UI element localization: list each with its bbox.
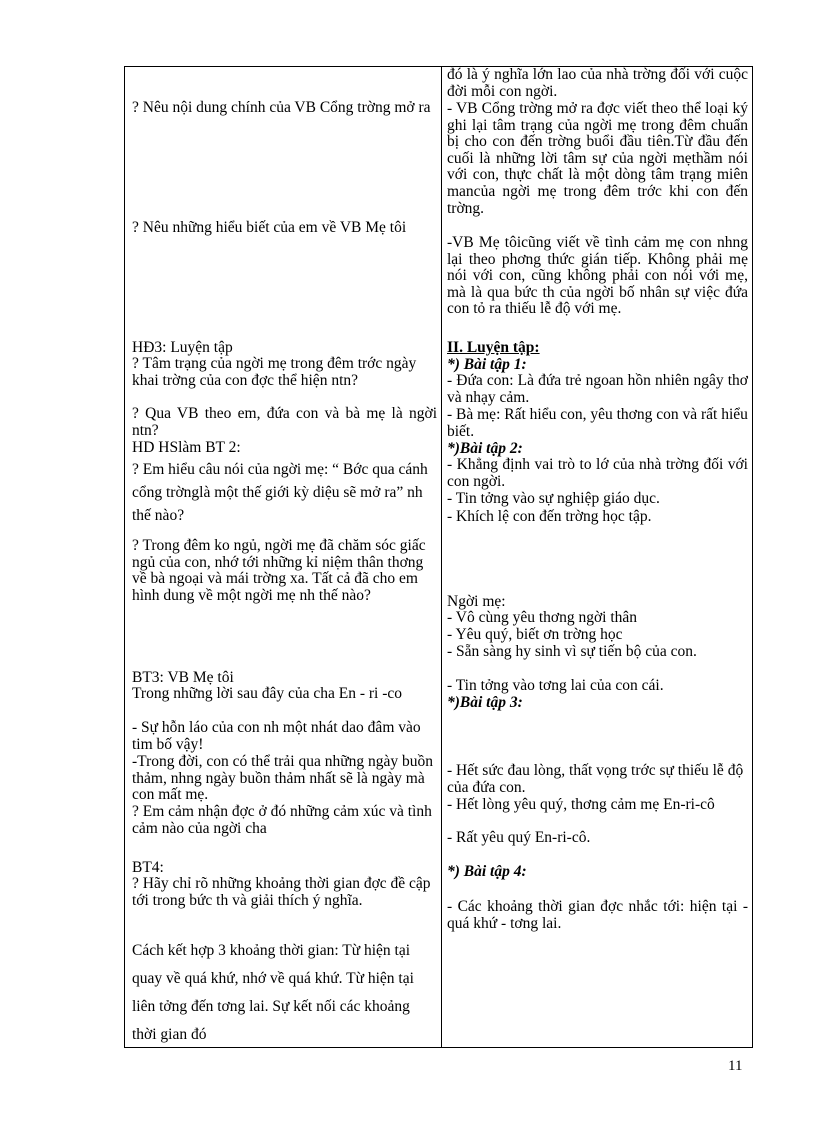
right-column — [447, 0, 748, 1048]
bt2-title: *)Bài tập 2: — [447, 440, 523, 457]
bt2-guide: HD HSlàm BT 2: — [132, 439, 241, 456]
bt3-quote-2: -Trong đời, con có thể trải qua những ngày buồn thảm, nhng ngày buồn thảm nhất sẽ là ngày mà con mất mẹ. — [132, 753, 434, 804]
answer-me-toi: -VB Mẹ tôicũng viết về tình cảm mẹ con nhng lại theo phơng thức gián tiếp. Không phải mẹ nói với con, cũng không phải con nói với mẹ, mà là qua bức th của ngời bố nhân sự việc đứa con tỏ ra thiếu lễ độ với mẹ. — [447, 234, 748, 318]
answer-cong-truong: - VB Cổng trờng mở ra đợc viết theo thể loại ký ghi lại tâm trạng của ngời mẹ trong đêm chuẩn bị cho con đến trờng buổi đầu tiên.Từ đầu đến cuối là những lời tâm sự của ngời mẹthầm nói với con, thực chất là một dòng tâm trạng miên mancủa ngời mẹ trong đêm trớc khi con đến trờng. — [447, 100, 748, 217]
bt1-title: *) Bài tập 1: — [447, 356, 527, 373]
bt3-intro: Trong những lời sau đây của cha En - ri -co — [132, 685, 402, 702]
question-cong-truong: ? Nêu nội dung chính của VB Cổng trờng mở ra — [132, 99, 431, 116]
bt2-answer-3: - Khích lệ con đến trờng học tập. — [447, 508, 652, 525]
bt4-answer: - Các khoảng thời gian đợc nhắc tới: hiện tại - quá khứ - tơng lai. — [447, 898, 748, 932]
hd3-question-2: ? Qua VB theo em, đứa con và bà mẹ là ngời ntn? — [132, 405, 437, 439]
question-me-toi: ? Nêu những hiểu biết của em về VB Mẹ tôi — [132, 219, 407, 236]
answer-meaning: đó là ý nghĩa lớn lao của nhà trờng đối với cuộc đời mỗi con ngời. — [447, 66, 748, 100]
bt3-answer-title: *)Bài tập 3: — [447, 694, 523, 711]
bt3-answer-1: - Hết sức đau lòng, thất vọng trớc sự thiếu lễ độ của đứa con. — [447, 762, 744, 796]
bt3-question: ? Em cảm nhận đợc ở đó những cảm xúc và tình cảm nào của ngời cha — [132, 803, 432, 837]
hd3-question-1: ? Tâm trạng của ngời mẹ trong đêm trớc ngày khai trờng của con đợc thể hiện ntn? — [132, 355, 417, 389]
bt3-title: BT3: VB Mẹ tôi — [132, 669, 234, 686]
bt3-quote-1: - Sự hỗn láo của con nh một nhát dao đâm vào tim bố vậy! — [132, 719, 421, 753]
page-number: 11 — [728, 1058, 743, 1074]
mother-answer-2: - Yêu quý, biết ơn trờng học — [447, 626, 623, 643]
column-divider — [441, 66, 442, 1048]
bt1-answer-child: - Đứa con: Là đứa trẻ ngoan hồn nhiên ngây thơ và nhạy cảm. — [447, 372, 748, 406]
bt1-answer-mother: - Bà mẹ: Rất hiểu con, yêu thơng con và rất hiểu biết. — [447, 406, 748, 440]
night-question: ? Trong đêm ko ngủ, ngời mẹ đã chăm sóc giấc ngủ của con, nhớ tới những kỉ niệm thân thơng về bà ngoại và mái trờng xa. Tất cả đã cho em hình dung về một ngời mẹ nh thế nào? — [132, 537, 426, 604]
bt2-answer-2: - Tin tởng vào sự nghiệp giáo dục. — [447, 490, 660, 507]
section-luyen-tap: II. Luyện tập: — [447, 339, 540, 356]
bt3-answer-2: - Hết lòng yêu quý, thơng cảm mẹ En-ri-cô — [447, 796, 715, 813]
bt2-question: ? Em hiểu câu nói của ngời mẹ: “ Bớc qua cánh cổng trờnglà một thế giới kỳ diệu sẽ mở ra” nh thế nào? — [132, 461, 428, 524]
mother-answer-1: - Vô cùng yêu thơng ngời thân — [447, 609, 638, 626]
left-column — [132, 0, 437, 1048]
mother-answer-4: - Tin tởng vào tơng lai của con cái. — [447, 677, 664, 694]
mother-title: Ngời mẹ: — [447, 593, 506, 610]
hd3-title: HĐ3: Luyện tập — [132, 339, 233, 356]
bt4-question: ? Hãy chỉ rõ những khoảng thời gian đợc đề cập tới trong bức th và giải thích ý nghĩa. — [132, 875, 431, 909]
bt3-answer-3: - Rất yêu quý En-ri-cô. — [447, 829, 591, 846]
bt4-combination: Cách kết hợp 3 khoảng thời gian: Từ hiện tại quay về quá khứ, nhớ về quá khứ. Từ hiện tại liên tởng đến tơng lai. Sự kết nối các khoảng thời gian đó — [132, 942, 414, 1043]
bt4-answer-title: *) Bài tập 4: — [447, 863, 527, 880]
bt4-title: BT4: — [132, 859, 164, 876]
mother-answer-3: - Sẵn sàng hy sinh vì sự tiến bộ của con. — [447, 643, 697, 660]
bt2-answer-1: - Khẳng định vai trò to lớ của nhà trờng đối với con ngời. — [447, 456, 748, 490]
